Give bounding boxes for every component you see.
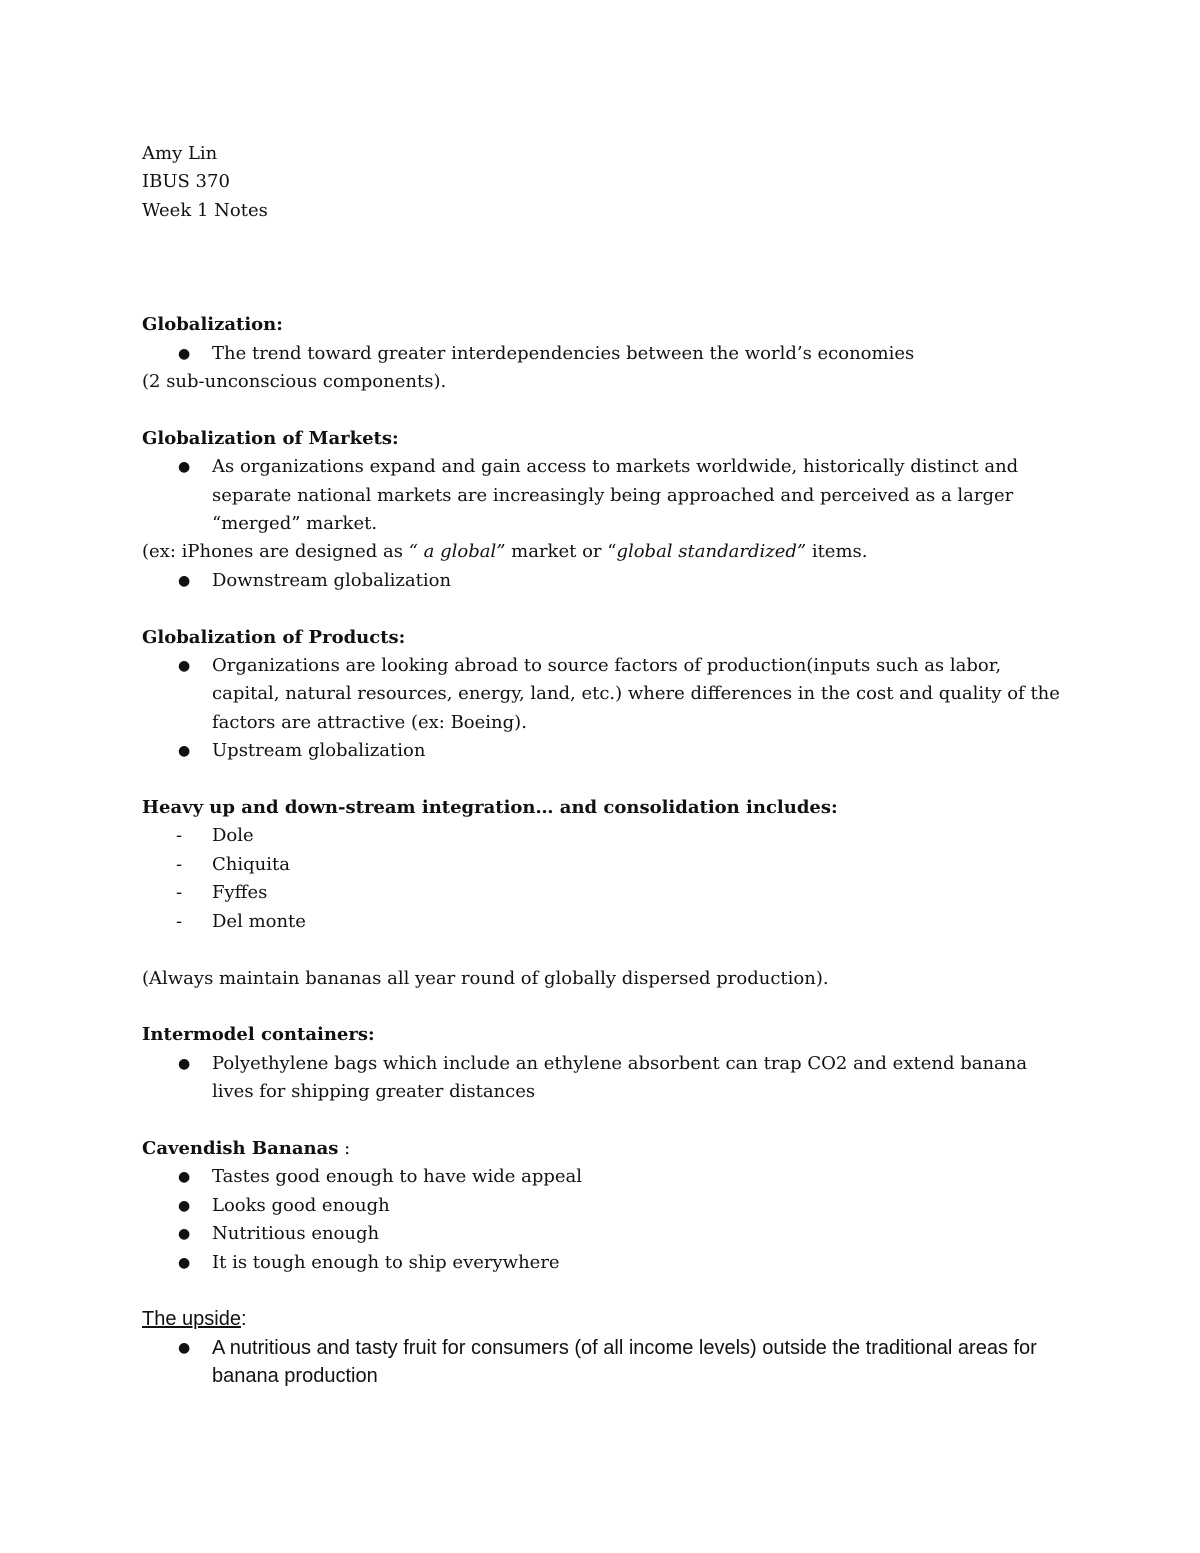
list-item: - Chiquita [142, 851, 1072, 879]
list-item: ● Polyethylene bags which include an ethylene absorbent can trap CO2 and extend banana lives for shipping greater distances [142, 1050, 1072, 1107]
section-heading-upside [142, 1305, 1072, 1333]
spacer [142, 766, 1072, 794]
bullet-list-products [142, 652, 1072, 766]
spacer [142, 396, 1072, 424]
section-heading-integration: Heavy up and down-stream integration… and consolidation includes: [142, 797, 838, 819]
integration-note: (Always maintain bananas all year round of globally dispersed production). [142, 967, 829, 989]
list-item: ● Downstream globalization [142, 567, 1072, 595]
spacer [142, 595, 1072, 623]
list-item: - Del monte [142, 908, 1072, 936]
section-heading-globalization: Globalization: [142, 314, 283, 336]
list-item: ● Looks good enough [142, 1192, 1072, 1220]
course-code: IBUS 370 [142, 171, 230, 193]
example-suffix: items. [806, 541, 868, 563]
list-item: ● Organizations are looking abroad to source factors of production(inputs such as labor, capital, natural resources, energy, land, etc.) where differences in the cost and quality of the factors are attractive (ex: Boeing). [142, 652, 1072, 737]
list-item: ● As organizations expand and gain access to markets worldwide, historically distinct and separate national markets are increasingly being approached and perceived as a larger “merged” market. [142, 453, 1072, 538]
dash-list-companies [142, 822, 1072, 936]
list-item: ● A nutritious and tasty fruit for consumers (of all income levels) outside the traditional areas for banana production [142, 1334, 1072, 1391]
example-italic-standardized: global standardized” [616, 541, 807, 563]
bullet-list-globalization [142, 340, 1072, 368]
list-item: ● It is tough enough to ship everywhere [142, 1249, 1072, 1277]
list-item: ● Upstream globalization [142, 737, 1072, 765]
example-prefix: (ex: iPhones are designed as [142, 541, 409, 563]
example-italic-global: “ a global” [408, 541, 506, 563]
author-name: Amy Lin [142, 143, 218, 164]
section-heading-cavendish [142, 1135, 1072, 1163]
section-heading-containers: Intermodel containers: [142, 1024, 375, 1046]
list-item: - Dole [142, 822, 1072, 850]
list-item: - Fyffes [142, 879, 1072, 907]
example-mid: market or “ [505, 541, 617, 563]
cavendish-heading-suffix: : [338, 1137, 351, 1159]
section-heading-markets: Globalization of Markets: [142, 427, 399, 449]
bullet-list-upside [142, 1334, 1072, 1391]
globalization-note: (2 sub-unconscious components). [142, 371, 447, 393]
document-body [142, 140, 1072, 1391]
spacer [142, 225, 1072, 311]
section-heading-products: Globalization of Products: [142, 626, 406, 648]
list-item: ● Tastes good enough to have wide appeal [142, 1163, 1072, 1191]
cavendish-heading-text: Cavendish Bananas [142, 1137, 339, 1159]
list-item: ● The trend toward greater interdependencies between the world’s economies [142, 340, 1072, 368]
bullet-list-markets [142, 453, 1072, 538]
markets-example [142, 538, 1072, 566]
list-item: ● Nutritious enough [142, 1220, 1072, 1248]
upside-heading-text: The upside [142, 1308, 241, 1331]
upside-heading-suffix: : [240, 1308, 247, 1331]
spacer [142, 993, 1072, 1021]
spacer [142, 1277, 1072, 1305]
spacer [142, 1107, 1072, 1135]
notes-title: Week 1 Notes [142, 199, 268, 221]
bullet-list-cavendish [142, 1163, 1072, 1277]
spacer [142, 936, 1072, 964]
bullet-list-markets-2 [142, 567, 1072, 595]
bullet-list-containers [142, 1050, 1072, 1107]
